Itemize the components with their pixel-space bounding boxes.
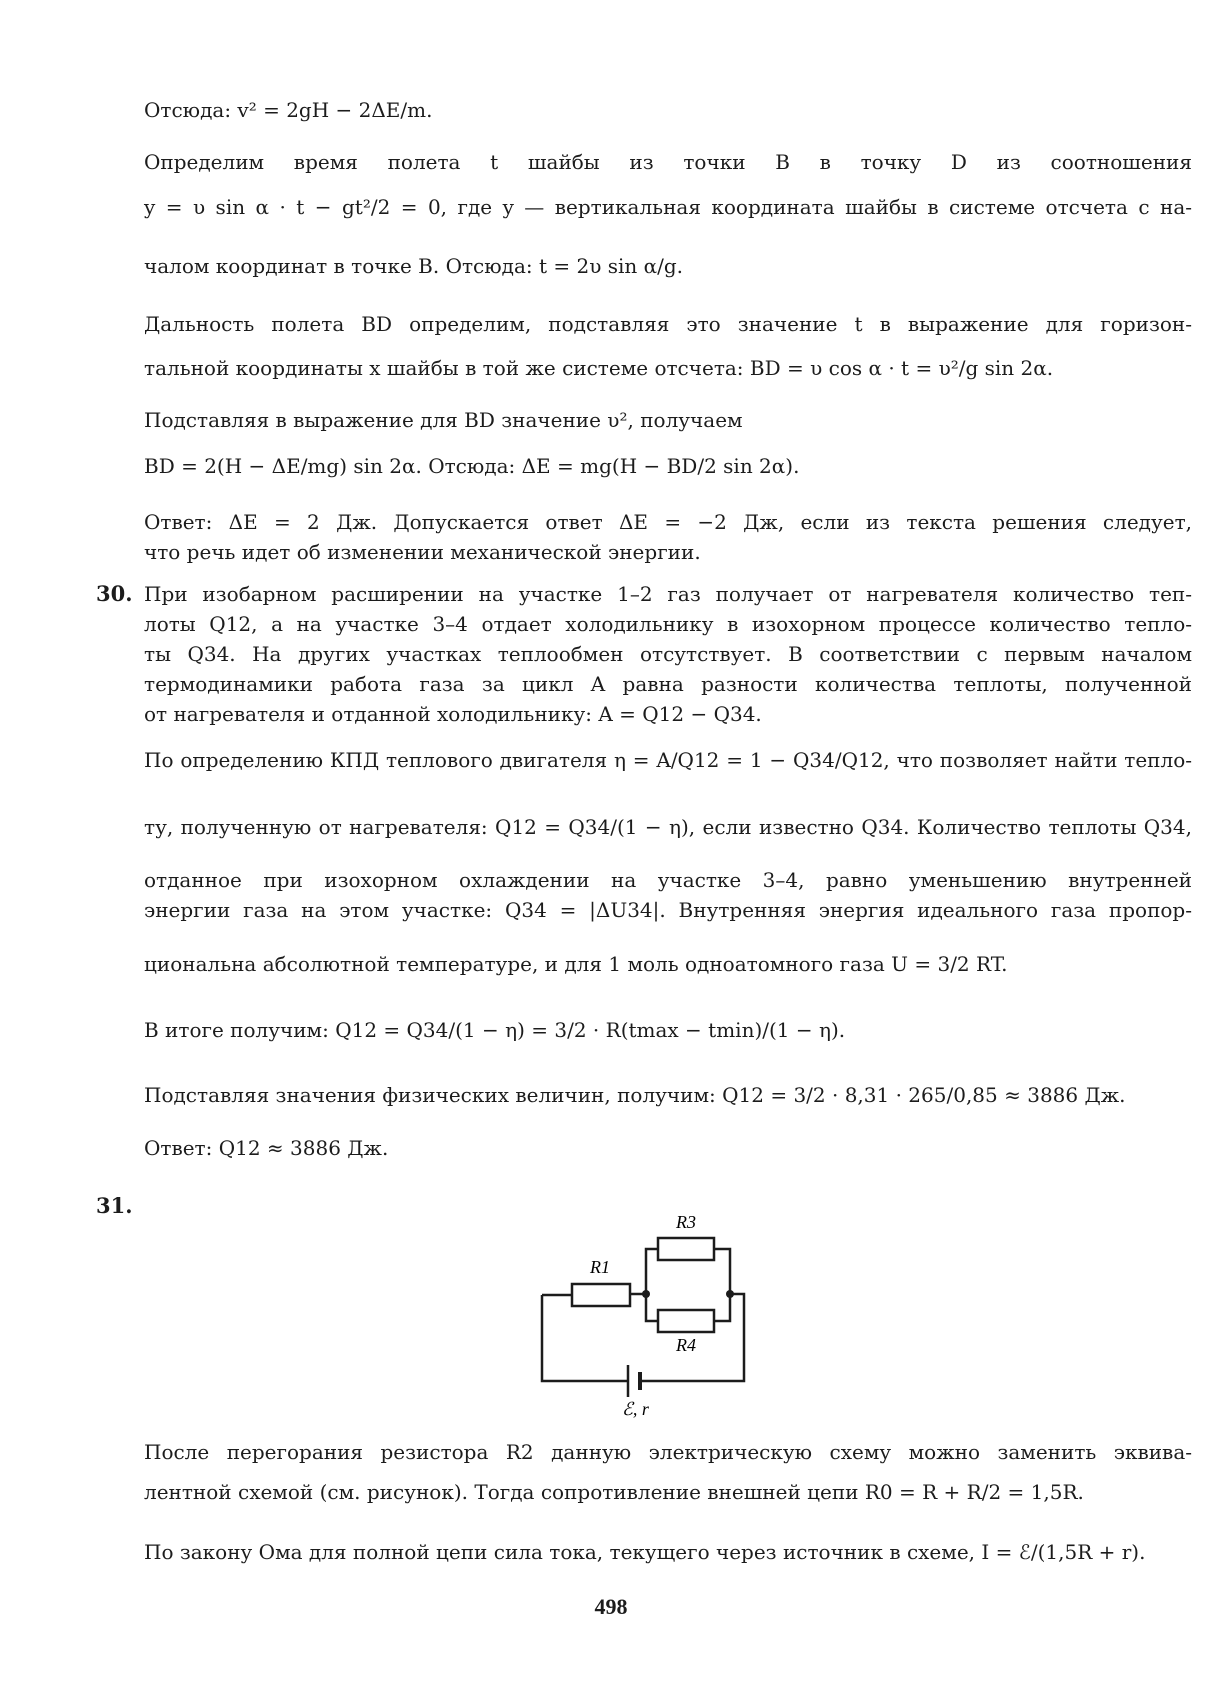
problem-number: 30. bbox=[96, 581, 133, 606]
text-line: Подставляя значения физических величин, получим: Q12 = 3/2 · 8,31 · 265/0,85 ≈ 3886 Дж. bbox=[144, 1083, 1126, 1107]
problem-number: 31. bbox=[96, 1193, 133, 1218]
label-source: ℰ, r bbox=[622, 1399, 649, 1419]
text-line: Определим время полета t шайбы из точки B в точку D из соотношения bbox=[144, 150, 1192, 174]
text-line: Дальность полета BD определим, подставляя это значение t в выражение для горизон- bbox=[144, 312, 1192, 336]
text-line: циональна абсолютной температуре, и для 1 моль одноатомного газа U = 3/2 RT. bbox=[144, 952, 1008, 976]
label-r4: R4 bbox=[676, 1335, 696, 1355]
circuit-wire bbox=[714, 1249, 730, 1321]
circuit-wire bbox=[542, 1295, 628, 1381]
text-line: В итоге получим: Q12 = Q34/(1 − η) = 3/2 · R(tmax − tmin)/(1 − η). bbox=[144, 1018, 846, 1042]
text-line: Ответ: Q12 ≈ 3886 Дж. bbox=[144, 1136, 389, 1160]
resistor-r4 bbox=[658, 1310, 714, 1332]
text-line: По определению КПД теплового двигателя η = A/Q12 = 1 − Q34/Q12, что позволяет найти тепло- bbox=[144, 748, 1192, 772]
resistor-r1 bbox=[572, 1284, 630, 1306]
junction-node bbox=[726, 1290, 734, 1298]
text-line: Подставляя в выражение для BD значение υ², получаем bbox=[144, 408, 743, 432]
text-line: чалом координат в точке B. Отсюда: t = 2υ sin α/g. bbox=[144, 254, 684, 278]
page-number: 498 bbox=[594, 1594, 628, 1619]
text-line: термодинамики работа газа за цикл A равна разности количества теплоты, полученной bbox=[144, 672, 1192, 696]
text-line: По закону Ома для полной цепи сила тока, текущего через источник в схеме, I = ℰ/(1,5R + r). bbox=[144, 1540, 1146, 1564]
text-line: После перегорания резистора R2 данную электрическую схему можно заменить эквива- bbox=[144, 1440, 1192, 1464]
text-line: Ответ: ΔE = 2 Дж. Допускается ответ ΔE = −2 Дж, если из текста решения следует, bbox=[144, 510, 1192, 534]
junction-node bbox=[642, 1290, 650, 1298]
text-line: лоты Q12, а на участке 3–4 отдает холодильнику в изохорном процессе количество тепло- bbox=[144, 612, 1192, 636]
text-line: отданное при изохорном охлаждении на участке 3–4, равно уменьшению внутренней bbox=[144, 868, 1192, 892]
text-line: ту, полученную от нагревателя: Q12 = Q34/(1 − η), если известно Q34. Количество теплоты Q34, bbox=[144, 815, 1192, 839]
text-line: Отсюда: v² = 2gH − 2ΔE/m. bbox=[144, 98, 433, 122]
text-line: лентной схемой (см. рисунок). Тогда сопротивление внешней цепи R0 = R + R/2 = 1,5R. bbox=[144, 1480, 1084, 1504]
text-line: При изобарном расширении на участке 1–2 газ получает от нагревателя количество теп- bbox=[144, 582, 1192, 606]
resistor-r3 bbox=[658, 1238, 714, 1260]
label-r1: R1 bbox=[590, 1257, 610, 1277]
text-line: ты Q34. На других участках теплообмен отсутствует. В соответствии с первым началом bbox=[144, 642, 1192, 666]
text-line: что речь идет об изменении механической энергии. bbox=[144, 540, 701, 564]
circuit-wire bbox=[646, 1294, 658, 1321]
text-line: энергии газа на этом участке: Q34 = |ΔU34|. Внутренняя энергия идеального газа пропор- bbox=[144, 898, 1192, 922]
circuit-diagram bbox=[530, 1215, 760, 1420]
label-r3: R3 bbox=[676, 1215, 696, 1232]
text-line: y = υ sin α · t − gt²/2 = 0, где y — вертикальная координата шайбы в системе отсчета с на- bbox=[144, 195, 1192, 219]
circuit-wire bbox=[646, 1249, 658, 1294]
text-line: от нагревателя и отданной холодильнику: A = Q12 − Q34. bbox=[144, 702, 762, 726]
text-line: BD = 2(H − ΔE/mg) sin 2α. Отсюда: ΔE = mg(H − BD/2 sin 2α). bbox=[144, 454, 800, 478]
text-line: тальной координаты x шайбы в той же системе отсчета: BD = υ cos α · t = υ²/g sin 2α. bbox=[144, 356, 1054, 380]
